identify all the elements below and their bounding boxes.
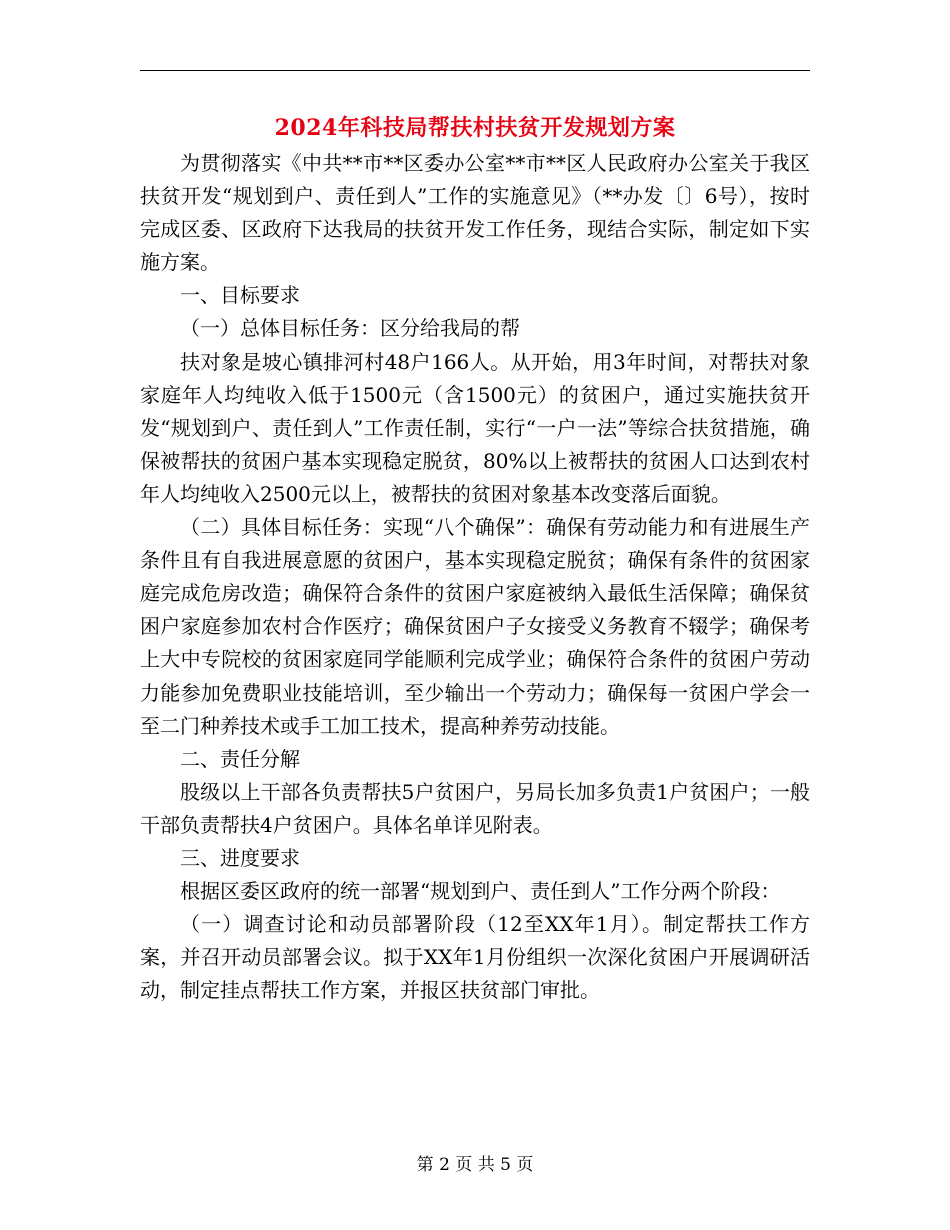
paragraph-specific-goals: （二）具体目标任务：实现“八个确保”：确保有劳动能力和有进展生产条件且有自我进展意愿的贫困户，基本实现稳定脱贫；确保有条件的贫困家庭完成危房改造；确保符合条件的贫困户家庭被纳入最低生活保障；确保贫困户家庭参加农村合作医疗；确保贫困户子女接受义务教育不辍学；确保考上大中专院校的贫困家庭同学能顺利完成学业；确保符合条件的贫困户劳动力能参加免费职业技能培训，至少输出一个劳动力；确保每一贫困户学会一至二门种养技术或手工加工技术，提高种养劳动技能。 [140, 515, 810, 738]
paragraph-overall-goals: 扶对象是坡心镇排河村48户166人。从开始，用3年时间，对帮扶对象家庭年人均纯收入低于1500元（含1500元）的贫困户，通过实施扶贫开发“规划到户、责任到人”工作责任制，实行“一户一法”等综合扶贫措施，确保被帮扶的贫困户基本实现稳定脱贫，80%以上被帮扶的贫困人口达到农村年人均纯收入2500元以上，被帮扶的贫困对象基本改变落后面貌。 [140, 349, 810, 506]
subsection-heading-overall: （一）总体目标任务：区分给我局的帮 [180, 316, 520, 341]
header-rule [140, 70, 810, 71]
paragraph-intro: 为贯彻落实《中共**市**区委办公室**市**区人民政府办公室关于我区扶贫开发“规划到户、责任到人”工作的实施意见》（**办发〔〕6号），按时完成区委、区政府下达我局的扶贫开发工作任务，现结合实际，制定如下实施方案。 [140, 151, 810, 275]
document-body [140, 147, 810, 1007]
document-title: 2024年科技局帮扶村扶贫开发规划方案 [274, 115, 676, 141]
paragraph-stage-one: （一）调查讨论和动员部署阶段（12至XX年1月）。制定帮扶工作方案，并召开动员部署会议。拟于XX年1月份组织一次深化贫困户开展调研活动，制定挂点帮扶工作方案，并报区扶贫部门审批。 [140, 912, 810, 1003]
paragraph-responsibility: 股级以上干部各负责帮扶5户贫困户，另局长加多负责1户贫困户；一般干部负责帮扶4户贫困户。具体名单详见附表。 [140, 779, 810, 837]
section-heading-goals: 一、目标要求 [180, 283, 300, 308]
section-heading-responsibility: 二、责任分解 [180, 746, 300, 771]
section-heading-progress: 三、进度要求 [180, 845, 300, 870]
page-number: 第 2 页 共 5 页 [416, 1155, 534, 1175]
paragraph-progress-intro: 根据区委区政府的统一部署“规划到户、责任到人”工作分两个阶段： [180, 879, 781, 904]
